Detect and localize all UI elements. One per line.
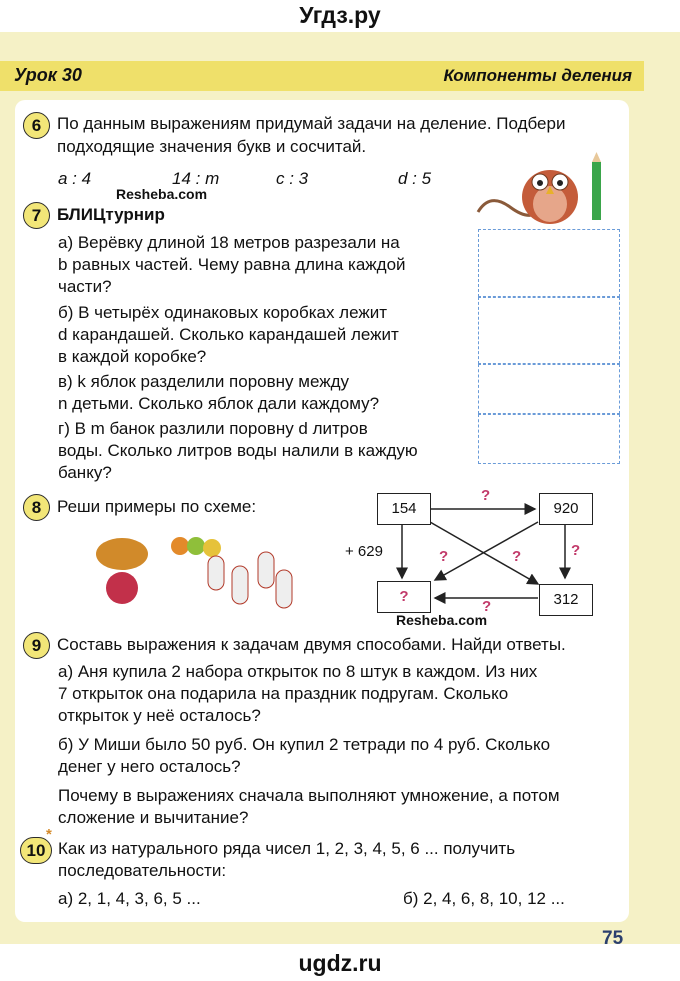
answer-box-a[interactable] (478, 229, 620, 297)
task-8-number: 8 (23, 494, 50, 521)
diagram-box-top-right: 920 (539, 493, 593, 525)
task-6-expr-2: 14 : m (172, 169, 220, 188)
watermark-2: Resheba.com (396, 612, 488, 628)
task-7b-line-2: d карандашей. Сколько карандашей лежит (58, 325, 399, 344)
task-6-expr-3: c : 3 (276, 169, 309, 188)
task-9c-line-2: сложение и вычитание? (58, 808, 249, 827)
task-10b: б) 2, 4, 6, 8, 10, 12 ... (403, 889, 565, 908)
answer-box-d[interactable] (478, 414, 620, 464)
task-7-title: БЛИЦтурнир (57, 205, 165, 224)
task-10-star-icon: * (46, 826, 52, 843)
diagram-q-bottom: ? (482, 598, 492, 615)
task-9a-line-1: а) Аня купила 2 набора открыток по 8 штук в каждом. Из них (58, 662, 538, 681)
task-6-line-1: По данным выражениям придумай задачи на деление. Подбери (57, 114, 566, 133)
task-7a-line-2: b равных частей. Чему равна длина каждой (58, 255, 406, 274)
task-9-text: Составь выражения к задачам двумя способами. Найди ответы. (57, 635, 566, 654)
watermark-1: Resheba.com (116, 186, 208, 202)
task-7a-line-1: а) Верёвку длиной 18 метров разрезали на (58, 233, 400, 252)
task-7b-line-3: в каждой коробке? (58, 347, 207, 366)
task-7d-line-1: г) В m банок разлили поровну d литров (58, 419, 368, 438)
task-6-line-2: подходящие значения букв и сосчитай. (57, 137, 367, 156)
task-7c-line-1: в) k яблок разделили поровну между (58, 372, 350, 391)
task-9a-line-2: 7 открыток она подарила на праздник подругам. Сколько (58, 684, 509, 703)
answer-box-b[interactable] (478, 297, 620, 364)
owl-illustration (470, 152, 620, 230)
task-10-line-1: Как из натурального ряда чисел 1, 2, 3, 4, 5, 6 ... получить (58, 839, 516, 858)
task-6-expr-4: d : 5 (398, 169, 432, 188)
answer-box-c[interactable] (478, 364, 620, 414)
bowling-illustration (92, 526, 302, 611)
task-7c-line-2: n детьми. Сколько яблок дали каждому? (58, 394, 380, 413)
diagram-box-top-left: 154 (377, 493, 431, 525)
task-9a-line-3: открыток у неё осталось? (58, 706, 261, 725)
task-8-text: Реши примеры по схеме: (57, 497, 257, 516)
task-6-number: 6 (23, 112, 50, 139)
task-7-number: 7 (23, 202, 50, 229)
diagram-q-cross-left: ? (439, 548, 449, 565)
site-title-top[interactable]: Угдз.ру (299, 2, 381, 28)
diagram-box-bottom-left[interactable]: ? (377, 581, 431, 613)
site-title-bottom[interactable]: ugdz.ru (298, 950, 382, 976)
task-6-expr-1: a : 4 (58, 169, 92, 188)
diagram-q-cross-right: ? (512, 548, 522, 565)
task-7a-line-3: части? (58, 277, 112, 296)
lesson-number: Урок 30 (14, 65, 82, 85)
page-number: 75 (602, 928, 624, 949)
lesson-topic: Компоненты деления (443, 66, 632, 85)
task-9-number: 9 (23, 632, 50, 659)
diagram-q-top: ? (481, 487, 491, 504)
diagram-box-bottom-right: 312 (539, 584, 593, 616)
task-10-number: 10 (20, 837, 52, 864)
diagram-q-right: ? (571, 542, 581, 559)
task-7d-line-2: воды. Сколько литров воды налили в каждую (58, 441, 418, 460)
task-7b-line-1: б) В четырёх одинаковых коробках лежит (58, 303, 388, 322)
task-10a: а) 2, 1, 4, 3, 6, 5 ... (58, 889, 201, 908)
task-9c-line-1: Почему в выражениях сначала выполняют умножение, а потом (58, 786, 560, 805)
task-7d-line-3: банку? (58, 463, 112, 482)
task-9b-line-2: денег у него осталось? (58, 757, 241, 776)
task-10-line-2: последовательности: (58, 861, 227, 880)
task-9b-line-1: б) У Миши было 50 руб. Он купил 2 тетради по 4 руб. Сколько (58, 735, 551, 754)
diagram-label-plus: + 629 (345, 543, 383, 560)
